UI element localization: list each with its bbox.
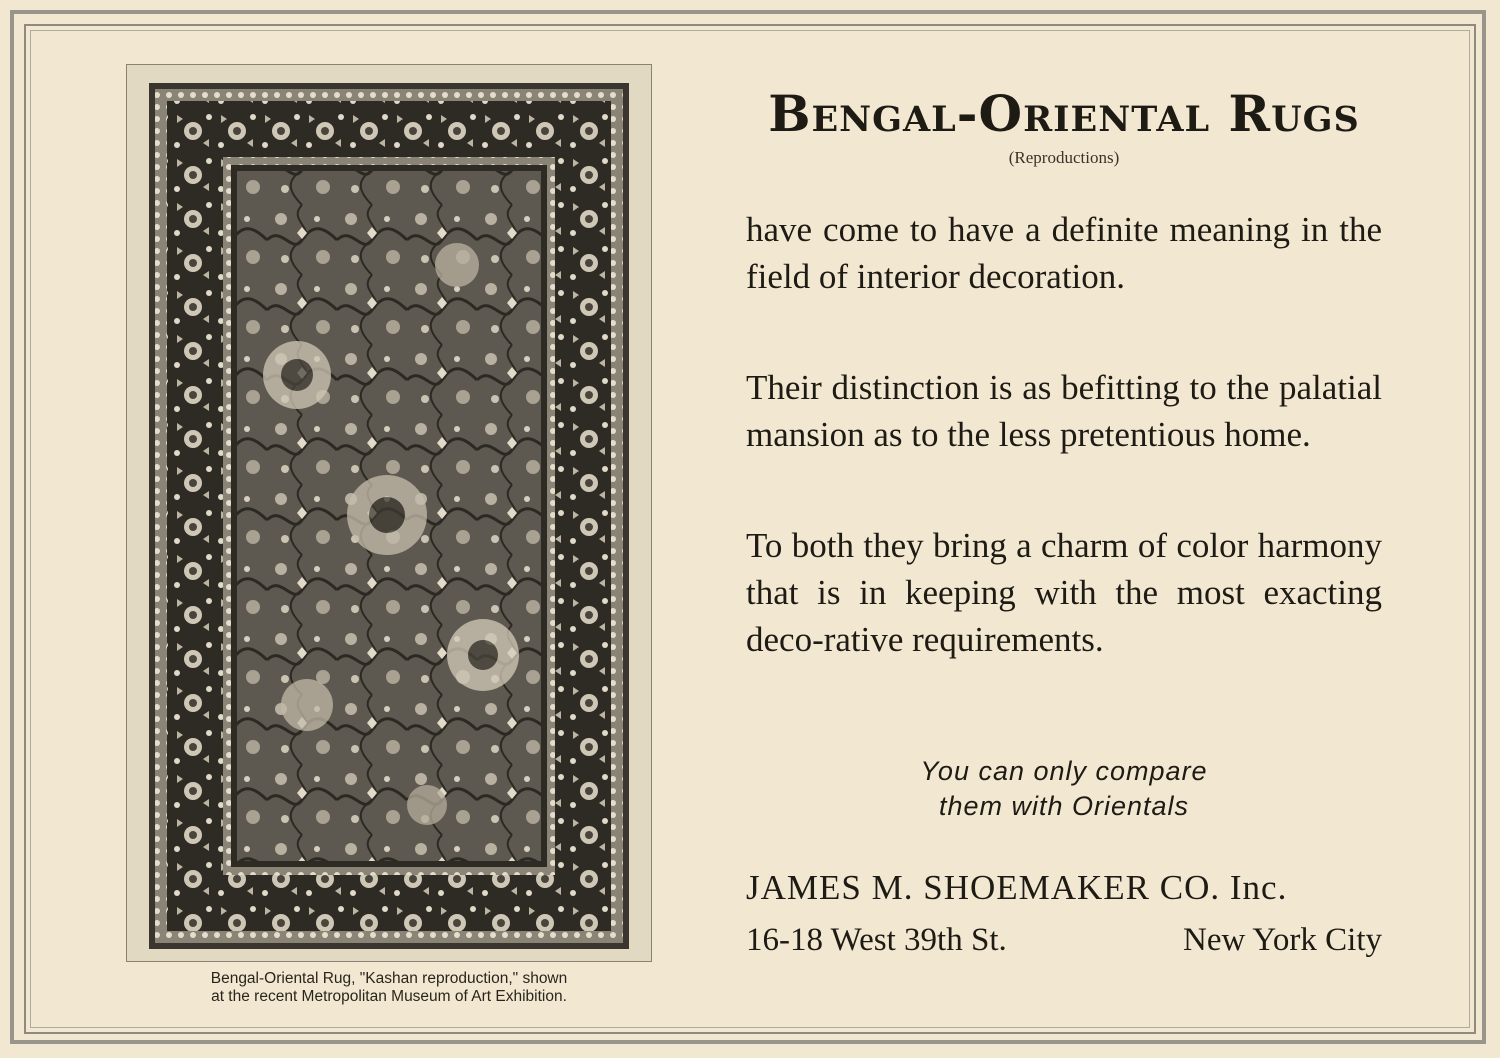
rug-photograph bbox=[126, 64, 652, 962]
company-name: JAMES M. SHOEMAKER CO. Inc. bbox=[746, 868, 1288, 907]
ad-subtitle: (Reproductions) bbox=[1008, 148, 1120, 167]
caption-line-2: at the recent Metropolitan Museum of Art Exhibition. bbox=[211, 988, 567, 1005]
ad-title: Bengal-Oriental Rugs bbox=[768, 84, 1360, 143]
tagline-line-1: You can only compare bbox=[920, 756, 1208, 786]
body-paragraph-3: To both they bring a charm of color harmony that is in keeping with the most exacting deco-rative requirements. bbox=[746, 526, 1382, 659]
body-paragraph-2: Their distinction is as befitting to the palatial mansion as to the less pretentious home. bbox=[746, 368, 1382, 454]
address-row bbox=[746, 922, 1382, 959]
city-name: New York City bbox=[1183, 922, 1382, 958]
photo-caption bbox=[126, 970, 652, 1006]
tagline bbox=[746, 754, 1382, 824]
body-paragraph-1: have come to have a definite meaning in the field of interior decoration. bbox=[746, 210, 1382, 296]
tagline-line-2: them with Orientals bbox=[938, 791, 1190, 821]
caption-line-1: Bengal-Oriental Rug, "Kashan reproduction," shown bbox=[210, 970, 568, 987]
street-address: 16-18 West 39th St. bbox=[746, 922, 1007, 958]
